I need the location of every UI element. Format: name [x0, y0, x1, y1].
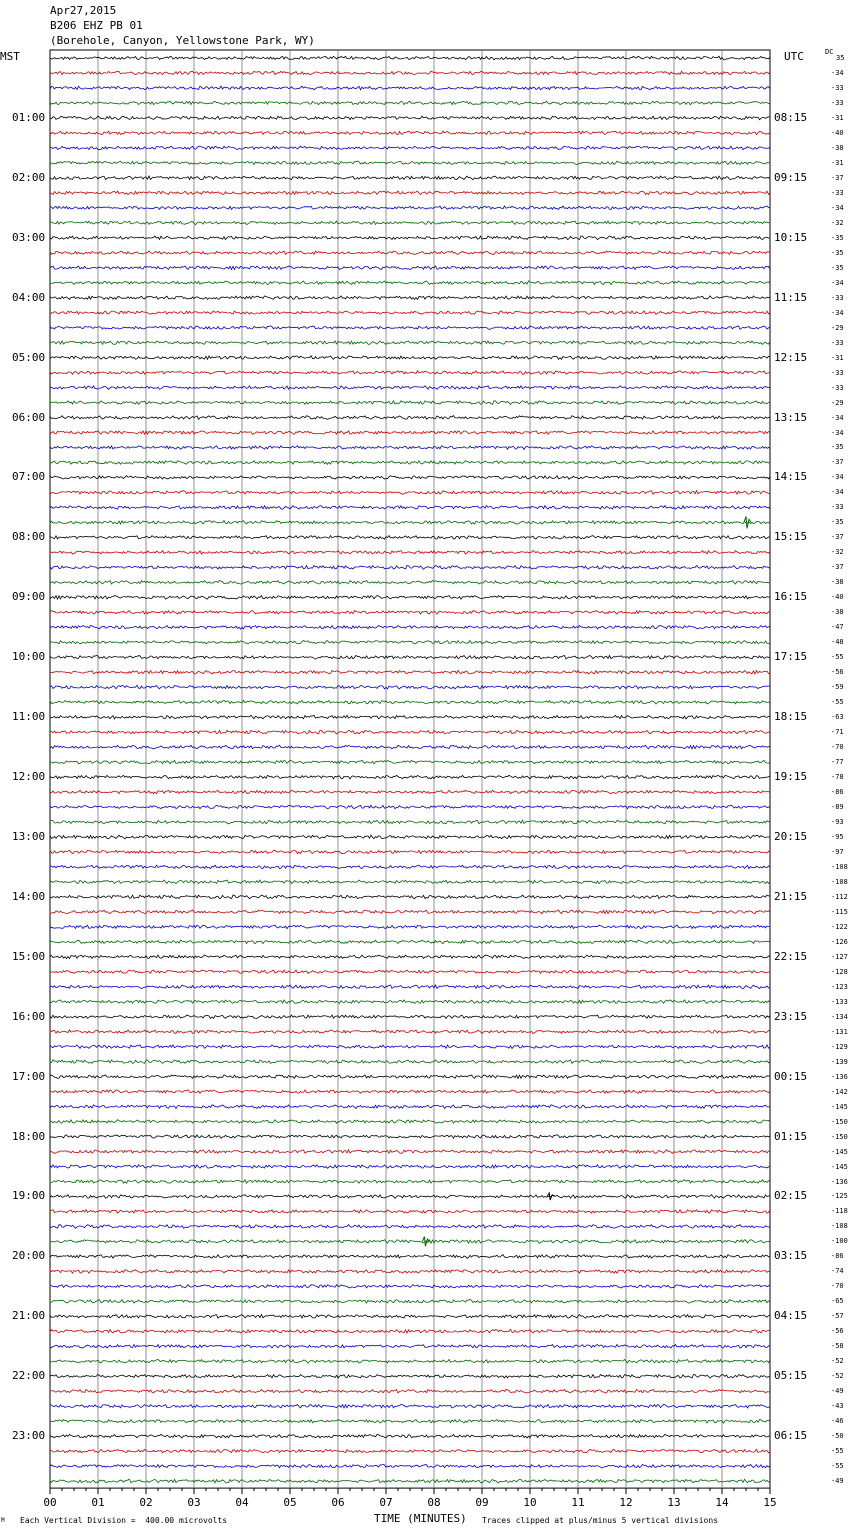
- right-hour-label: 21:15: [774, 889, 808, 903]
- dc-offset-label: -33: [831, 293, 844, 302]
- dc-offset-label: -122: [831, 922, 848, 931]
- right-hour-label: 09:15: [774, 170, 808, 184]
- trace-row: [50, 1255, 770, 1259]
- dc-offset-label: -34: [831, 473, 844, 482]
- dc-offset-label: -38: [831, 578, 844, 587]
- dc-offset-label: -34: [831, 308, 844, 317]
- dc-offset-label: -77: [831, 758, 844, 767]
- trace-row: [50, 401, 770, 405]
- trace-row: [50, 715, 770, 719]
- trace-row: [50, 655, 770, 659]
- trace-row: [50, 1165, 770, 1169]
- dc-offset-label: -43: [831, 1402, 844, 1411]
- dc-offset-label: -34: [831, 428, 844, 437]
- dc-offset-label: -118: [831, 1207, 848, 1216]
- left-hour-label: 02:00: [12, 170, 46, 184]
- trace-row: [50, 446, 770, 450]
- trace-row: [50, 431, 770, 435]
- corner-mark: M: [1, 1517, 5, 1524]
- dc-offset-label: -145: [831, 1102, 848, 1111]
- dc-offset-label: -63: [831, 713, 844, 722]
- dc-offset-label: -33: [831, 368, 844, 377]
- trace-row: [50, 266, 770, 270]
- x-tick-label: 07: [379, 1496, 393, 1510]
- dc-offset-label: -33: [831, 383, 844, 392]
- trace-row: [50, 356, 770, 360]
- trace-row: [50, 1075, 770, 1079]
- dc-offset-label: -31: [831, 158, 844, 167]
- dc-offset-label: -86: [831, 788, 844, 797]
- dc-offset-label: -78: [831, 773, 844, 782]
- right-hour-label: 15:15: [774, 530, 808, 544]
- right-hour-label: 23:15: [774, 1009, 808, 1023]
- left-hour-label: 09:00: [12, 590, 46, 604]
- trace-row: [50, 1479, 770, 1483]
- dc-offset-label: -127: [831, 952, 848, 961]
- trace-row: [50, 790, 770, 794]
- dc-offset-label: -33: [831, 188, 844, 197]
- trace-row: [50, 820, 770, 824]
- x-tick-label: 06: [331, 1496, 345, 1510]
- left-hour-label: 14:00: [12, 889, 46, 903]
- left-hour-label: 21:00: [12, 1309, 46, 1323]
- trace-row: [50, 1374, 770, 1378]
- x-tick-label: 08: [427, 1496, 441, 1510]
- trace-row: [50, 1180, 770, 1184]
- right-hour-label: 19:15: [774, 770, 808, 784]
- trace-row: [50, 1300, 770, 1304]
- left-hour-label: 01:00: [12, 110, 46, 124]
- trace-row: [50, 1360, 770, 1364]
- trace-row: [50, 221, 770, 225]
- trace-row: [50, 685, 770, 689]
- trace-row: [50, 611, 770, 615]
- dc-offset-label: -40: [831, 593, 844, 602]
- dc-offset-label: -58: [831, 1342, 844, 1351]
- dc-offset-label: -33: [831, 503, 844, 512]
- dc-offset-label: -31: [831, 113, 844, 122]
- dc-offset-label: -112: [831, 892, 848, 901]
- x-tick-label: 02: [139, 1496, 153, 1510]
- dc-offset-label: -65: [831, 1297, 844, 1306]
- trace-row: [50, 191, 770, 195]
- trace-row: [50, 1015, 770, 1018]
- dc-offset-label: -70: [831, 743, 844, 752]
- dc-offset-label: -131: [831, 1027, 848, 1036]
- right-hour-label: 04:15: [774, 1309, 808, 1323]
- dc-offset-label: -37: [831, 173, 844, 182]
- dc-offset-label: -150: [831, 1132, 848, 1141]
- dc-offset-label: -37: [831, 533, 844, 542]
- trace-row: [50, 176, 770, 180]
- trace-row: [50, 880, 770, 884]
- trace-row: [50, 1404, 770, 1408]
- dc-offset-label: -129: [831, 1042, 848, 1051]
- dc-offset-label: -139: [831, 1057, 848, 1066]
- trace-row: [50, 985, 770, 989]
- trace-row: [50, 1464, 770, 1468]
- dc-offset-label: -35: [831, 443, 844, 452]
- trace-row: [50, 1240, 770, 1244]
- trace-row: [50, 1105, 770, 1109]
- dc-offset-label: -46: [831, 1417, 844, 1426]
- dc-offset-label: -33: [831, 338, 844, 347]
- trace-row: [50, 1419, 770, 1423]
- trace-row: [50, 146, 770, 150]
- x-tick-label: 12: [619, 1496, 633, 1510]
- trace-row: [50, 895, 770, 899]
- dc-offset-label: -29: [831, 398, 844, 407]
- dc-offset-label: -108: [831, 877, 848, 886]
- left-timezone: MST: [0, 50, 20, 63]
- dc-offset-label: -71: [831, 728, 844, 737]
- right-hour-label: 17:15: [774, 650, 808, 664]
- x-tick-label: 04: [235, 1496, 249, 1510]
- trace-row: [50, 311, 770, 315]
- trace-row: [50, 1449, 770, 1453]
- dc-offset-label: -55: [831, 1462, 844, 1471]
- scale-note: Each Vertical Division = 400.00 microvolts: [20, 1516, 228, 1525]
- clip-note: Traces clipped at plus/minus 5 vertical divisions: [482, 1516, 719, 1525]
- left-hour-label: 03:00: [12, 230, 46, 244]
- trace-row: [50, 596, 770, 600]
- x-tick-label: 10: [523, 1496, 537, 1510]
- left-hour-label: 12:00: [12, 770, 46, 784]
- trace-row: [50, 925, 770, 929]
- trace-row: [50, 625, 770, 629]
- right-hour-label: 22:15: [774, 949, 808, 963]
- x-tick-label: 09: [475, 1496, 489, 1510]
- dc-offset-label: -35: [831, 248, 844, 257]
- dc-offset-label: -49: [831, 1477, 844, 1486]
- dc-offset-label: -52: [831, 1372, 844, 1381]
- dc-offset-label: -49: [831, 1387, 844, 1396]
- dc-offset-label: -74: [831, 1267, 844, 1276]
- dc-offset-label: -128: [831, 967, 848, 976]
- dc-offset-label: -93: [831, 817, 844, 826]
- dc-offset-label: -38: [831, 608, 844, 617]
- trace-row: [50, 236, 770, 240]
- dc-offset-label: -136: [831, 1177, 848, 1186]
- dc-offset-label: -56: [831, 668, 844, 677]
- station-code: B206 EHZ PB 01: [50, 19, 143, 32]
- dc-offset-label: -34: [831, 488, 844, 497]
- trace-row: [50, 730, 770, 734]
- trace-row: [50, 1270, 770, 1274]
- trace-row: [50, 641, 770, 645]
- dc-offset-label: -35: [831, 233, 844, 242]
- right-hour-label: 06:15: [774, 1429, 808, 1443]
- right-hour-label: 03:15: [774, 1249, 808, 1263]
- dc-offset-label: -34: [831, 413, 844, 422]
- dc-offset-label: -133: [831, 997, 848, 1006]
- trace-row: [50, 281, 770, 285]
- right-hour-label: 10:15: [774, 230, 808, 244]
- dc-offset-label: -34: [831, 68, 844, 77]
- dc-offset-label: -97: [831, 847, 844, 856]
- x-axis-title: TIME (MINUTES): [374, 1512, 467, 1525]
- trace-row: [50, 1150, 770, 1154]
- trace-row: [50, 1315, 770, 1319]
- trace-row: [50, 506, 770, 510]
- trace-row: [50, 551, 770, 555]
- dc-offset-label: -59: [831, 683, 844, 692]
- trace-row: [50, 326, 770, 330]
- trace-row: [50, 116, 770, 120]
- dc-offset-label: -31: [831, 353, 844, 362]
- left-hour-label: 08:00: [12, 530, 46, 544]
- trace-row: [50, 970, 770, 974]
- left-hour-label: 17:00: [12, 1069, 46, 1083]
- trace-row: [50, 1195, 770, 1199]
- dc-offset-label: -50: [831, 1432, 844, 1441]
- trace-row: [50, 850, 770, 854]
- trace-row: [50, 955, 770, 959]
- dc-offset-label: -108: [831, 1222, 848, 1231]
- x-tick-label: 11: [571, 1496, 585, 1510]
- trace-row: [50, 805, 770, 809]
- trace-row: [50, 1225, 770, 1229]
- trace-row: [50, 296, 770, 300]
- left-hour-label: 15:00: [12, 949, 46, 963]
- trace-row: [50, 910, 770, 914]
- left-hour-label: 05:00: [12, 350, 46, 364]
- trace-row: [50, 416, 770, 420]
- dc-offset-label: -100: [831, 1237, 848, 1246]
- x-tick-label: 01: [91, 1496, 105, 1510]
- dc-offset-label: -48: [831, 638, 844, 647]
- trace-row: [50, 1210, 770, 1214]
- trace-row: [50, 131, 770, 135]
- right-hour-label: 11:15: [774, 290, 808, 304]
- right-hour-label: 16:15: [774, 590, 808, 604]
- dc-offset-label: -126: [831, 937, 848, 946]
- left-hour-label: 13:00: [12, 829, 46, 843]
- dc-offset-label: -150: [831, 1117, 848, 1126]
- dc-offset-label: -55: [831, 698, 844, 707]
- dc-offset-label: -125: [831, 1192, 848, 1201]
- trace-row: [50, 1135, 770, 1139]
- left-hour-label: 23:00: [12, 1429, 46, 1443]
- trace-row: [50, 566, 770, 570]
- right-timezone: UTC: [784, 50, 804, 63]
- dc-offset-label: -145: [831, 1162, 848, 1171]
- trace-row: [50, 386, 770, 390]
- dc-offset-label: -89: [831, 803, 844, 811]
- dc-offset-label: -86: [831, 1252, 844, 1261]
- dc-offset-label: -55: [831, 1447, 844, 1456]
- station-location: (Borehole, Canyon, Yellowstone Park, WY): [50, 34, 315, 47]
- dc-offset-label: -108: [831, 862, 848, 871]
- x-tick-label: 13: [667, 1496, 681, 1510]
- right-hour-label: 00:15: [774, 1069, 808, 1083]
- trace-row: [50, 521, 770, 525]
- x-tick-label: 00: [43, 1496, 57, 1510]
- dc-offset-label: -123: [831, 982, 848, 991]
- dc-offset-label: -52: [831, 1357, 844, 1366]
- trace-row: [50, 580, 770, 584]
- trace-row: [50, 476, 770, 480]
- trace-row: [50, 700, 770, 704]
- dc-offset-label: -40: [831, 128, 844, 137]
- left-hour-label: 22:00: [12, 1369, 46, 1383]
- trace-row: [50, 1000, 770, 1004]
- trace-row: [50, 371, 770, 375]
- dc-offset-label: -34: [831, 203, 844, 212]
- trace-row: [50, 206, 770, 210]
- trace-row: [50, 1045, 770, 1049]
- right-hour-label: 08:15: [774, 110, 808, 124]
- left-hour-label: 10:00: [12, 650, 46, 664]
- dc-offset-label: -47: [831, 623, 844, 632]
- trace-row: [50, 775, 770, 779]
- dc-label: DC: [825, 48, 834, 56]
- x-tick-label: 03: [187, 1496, 201, 1510]
- dc-offset-label: -33: [831, 83, 844, 92]
- plot-date: Apr27,2015: [50, 4, 117, 17]
- dc-offset-label: -32: [831, 218, 844, 227]
- dc-offset-label: -32: [831, 548, 844, 557]
- dc-offset-label: -142: [831, 1087, 848, 1096]
- dc-offset-label: -35: [831, 518, 844, 527]
- trace-row: [50, 536, 770, 540]
- trace-row: [50, 1389, 770, 1393]
- left-hour-label: 19:00: [12, 1189, 46, 1203]
- trace-row: [50, 745, 770, 749]
- trace-row: [50, 670, 770, 674]
- trace-row: [50, 341, 770, 345]
- dc-offset-label: -145: [831, 1147, 848, 1156]
- trace-row: [50, 56, 770, 60]
- trace-row: [50, 491, 770, 495]
- x-tick-label: 15: [763, 1496, 777, 1510]
- right-hour-label: 18:15: [774, 710, 808, 724]
- right-hour-label: 05:15: [774, 1369, 808, 1383]
- dc-offset-label: -56: [831, 1327, 844, 1336]
- dc-offset-label: -95: [831, 832, 844, 841]
- dc-offset-label: 35: [836, 54, 845, 62]
- left-hour-label: 11:00: [12, 710, 46, 724]
- trace-row: [50, 1030, 770, 1034]
- left-hour-label: 18:00: [12, 1129, 46, 1143]
- dc-offset-label: -33: [831, 98, 844, 107]
- dc-offset-label: -38: [831, 143, 844, 152]
- trace-row: [50, 1285, 770, 1289]
- trace-row: [50, 71, 770, 75]
- trace-row: [50, 161, 770, 165]
- trace-row: [50, 1434, 770, 1438]
- trace-row: [50, 86, 770, 90]
- right-hour-label: 12:15: [774, 350, 808, 364]
- trace-row: [50, 760, 770, 764]
- right-hour-label: 13:15: [774, 410, 808, 424]
- dc-offset-label: -57: [831, 1312, 844, 1321]
- dc-offset-label: -37: [831, 563, 844, 572]
- dc-offset-label: -37: [831, 458, 844, 467]
- right-hour-label: 20:15: [774, 829, 808, 843]
- left-hour-label: 20:00: [12, 1249, 46, 1263]
- trace-row: [50, 1345, 770, 1349]
- dc-offset-label: -115: [831, 907, 848, 916]
- left-hour-label: 07:00: [12, 470, 46, 484]
- dc-offset-label: -35: [831, 263, 844, 272]
- left-hour-label: 04:00: [12, 290, 46, 304]
- dc-offset-label: -34: [831, 278, 844, 287]
- dc-offset-label: -70: [831, 1282, 844, 1291]
- right-hour-label: 01:15: [774, 1129, 808, 1143]
- trace-row: [50, 1060, 770, 1064]
- left-hour-label: 06:00: [12, 410, 46, 424]
- trace-row: [50, 101, 770, 105]
- trace-row: [50, 865, 770, 869]
- left-hour-label: 16:00: [12, 1009, 46, 1023]
- trace-row: [50, 940, 770, 944]
- right-hour-label: 02:15: [774, 1189, 808, 1203]
- dc-offset-label: -29: [831, 323, 844, 332]
- dc-offset-label: -55: [831, 653, 844, 662]
- x-tick-label: 05: [283, 1496, 297, 1510]
- x-tick-label: 14: [715, 1496, 729, 1510]
- trace-row: [50, 461, 770, 465]
- dc-offset-label: -134: [831, 1012, 848, 1021]
- trace-row: [50, 1120, 770, 1124]
- right-hour-label: 14:15: [774, 470, 808, 484]
- trace-row: [50, 835, 770, 839]
- trace-row: [50, 1329, 770, 1333]
- dc-offset-label: -136: [831, 1072, 848, 1081]
- trace-row: [50, 1090, 770, 1094]
- trace-row: [50, 251, 770, 255]
